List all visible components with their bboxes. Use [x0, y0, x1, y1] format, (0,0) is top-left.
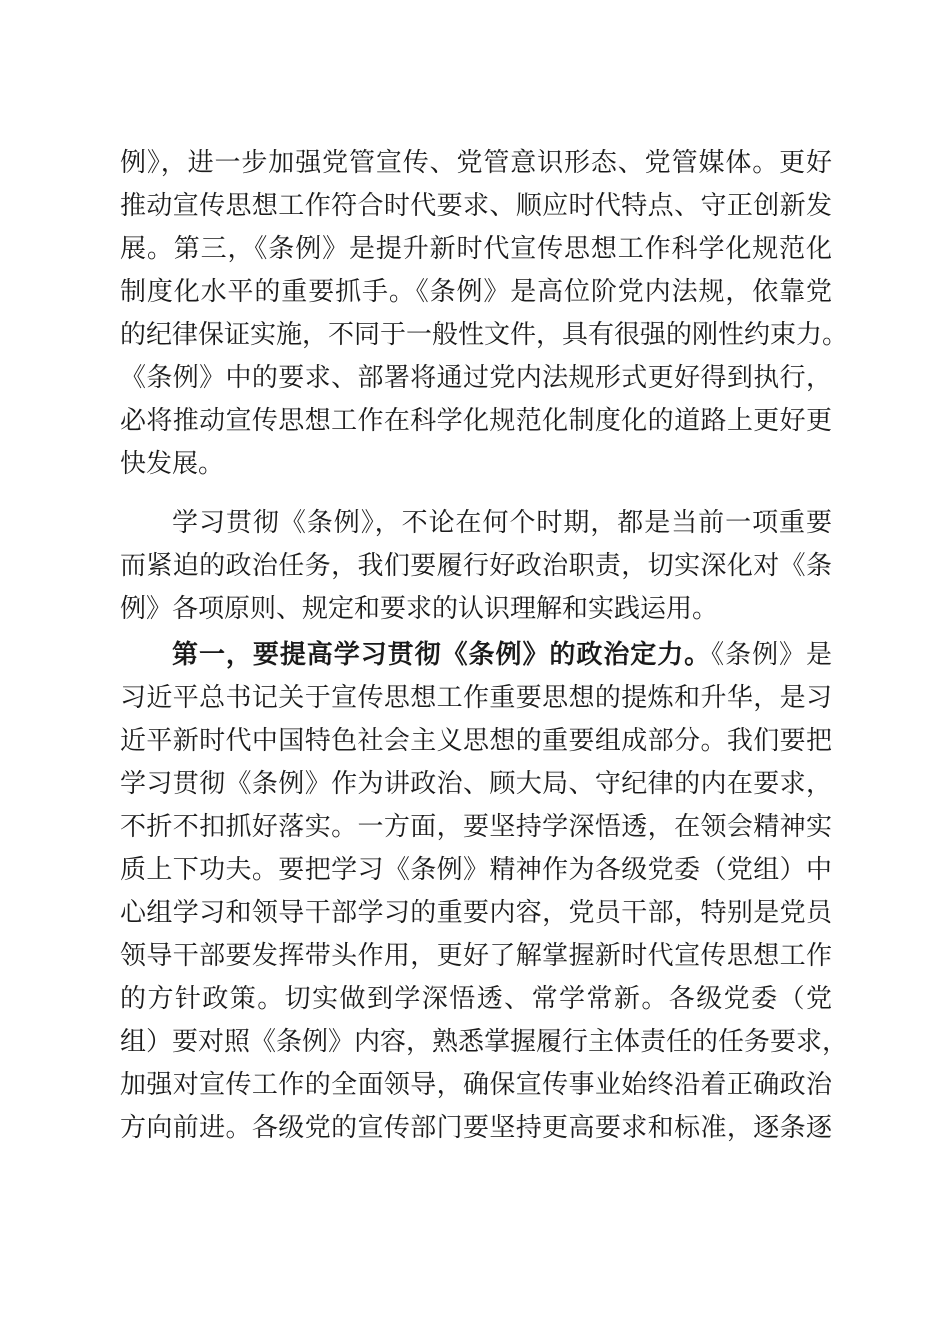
text-line: 近平新时代中国特色社会主义思想的重要组成部分。我们要把: [120, 726, 832, 756]
text-line: 不折不扣抓好落实。一方面，要坚持学深悟透，在领会精神实: [120, 812, 832, 842]
text-line: 方向前进。各级党的宣传部门要坚持更高要求和标准，逐条逐: [120, 1113, 832, 1143]
text-line: 而紧迫的政治任务，我们要履行好政治职责，切实深化对《条: [120, 551, 832, 581]
text-line: 组）要对照《条例》内容，熟悉掌握履行主体责任的任务要求，: [120, 1027, 849, 1057]
text-line: 学习贯彻《条例》作为讲政治、顾大局、守纪律的内在要求，: [120, 769, 832, 799]
text-line: 加强对宣传工作的全面领导，确保宣传事业始终沿着正确政治: [120, 1070, 832, 1100]
text-line: 例》各项原则、规定和要求的认识理解和实践运用。: [120, 594, 719, 624]
text-line: 快发展。: [120, 449, 225, 479]
text-line: 质上下功夫。要把学习《条例》精神作为各级党委（党组）中: [120, 855, 832, 885]
text-line: 制度化水平的重要抓手。《条例》是高位阶党内法规，依靠党: [120, 277, 832, 307]
text-line: 展。第三，《条例》是提升新时代宣传思想工作科学化规范化: [120, 234, 832, 264]
text-line: 例》，进一步加强党管宣传、党管意识形态、党管媒体。更好: [120, 148, 832, 178]
section-heading-line: [172, 637, 832, 673]
text-line: 领导干部要发挥带头作用，更好了解掌握新时代宣传思想工作: [120, 941, 832, 971]
text-line: 习近平总书记关于宣传思想工作重要思想的提炼和升华，是习: [120, 683, 832, 713]
text-line: 的纪律保证实施，不同于一般性文件，具有很强的刚性约束力。: [120, 320, 849, 350]
text-line: 的方针政策。切实做到学深悟透、常学常新。各级党委（党: [120, 984, 832, 1014]
text-line: 推动宣传思想工作符合时代要求、顺应时代特点、守正创新发: [120, 191, 832, 221]
section-heading: 第一，要提高学习贯彻《条例》的政治定力。: [172, 640, 712, 670]
text-line: 心组学习和领导干部学习的重要内容，党员干部，特别是党员: [120, 898, 832, 928]
text-line: 必将推动宣传思想工作在科学化规范化制度化的道路上更好更: [120, 406, 832, 436]
paragraph-first-line: 学习贯彻《条例》，不论在何个时期，都是当前一项重要: [172, 508, 832, 538]
heading-line-continuation: 《条例》是: [711, 640, 832, 670]
text-line: 《条例》中的要求、部署将通过党内法规形式更好得到执行，: [120, 363, 832, 393]
